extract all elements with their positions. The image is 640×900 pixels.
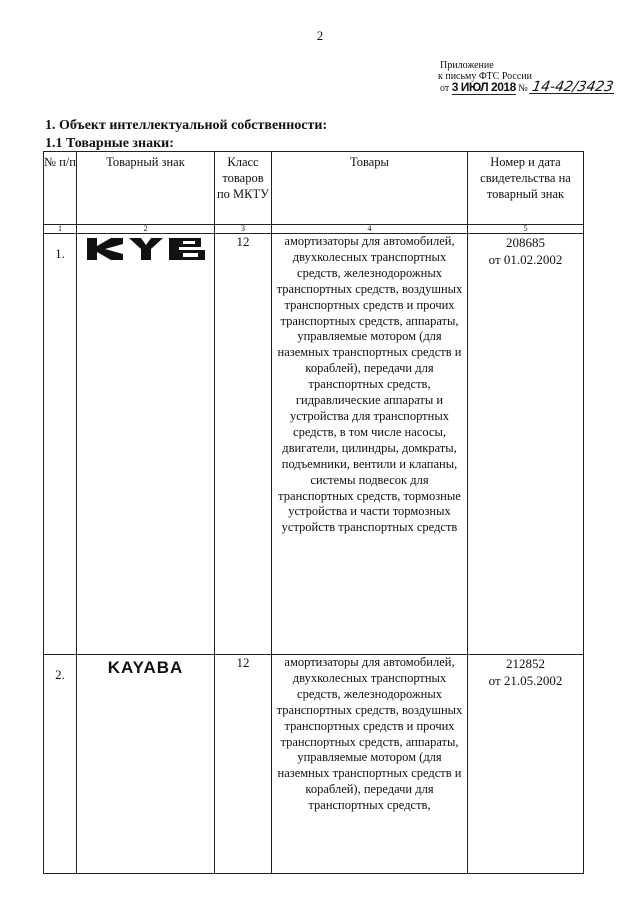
goods-cell: амортизаторы для автомобилей, двухколесных транспортных средств, железнодорожных транспортных средств, воздушных транспортных средств и прочих транспортных средств, аппараты, управляемые мотором (для наземных транспортных средств и кораблей), передачи для транспортных средств,: [272, 655, 468, 874]
certificate-number: 212852: [506, 656, 545, 671]
kayaba-wordmark: KAYABA: [107, 658, 184, 677]
appendix-date-prefix: от: [440, 83, 450, 94]
certificate-date: от 21.05.2002: [488, 673, 563, 688]
number-sign: №: [518, 83, 528, 94]
appendix-block: [440, 60, 630, 94]
column-number: 4: [272, 225, 468, 234]
handwritten-letter-number: 14-42/3423: [531, 79, 615, 95]
header-trademark: Товарный знак: [77, 152, 215, 225]
header-number: № п/п: [44, 152, 77, 225]
certificate-number: 208685: [506, 235, 545, 250]
certificate-date: от 01.02.2002: [488, 252, 563, 267]
appendix-letter-ref: к письму ФТС России: [438, 71, 532, 82]
certificate-cell: [468, 234, 584, 655]
page-number: 2: [316, 28, 324, 43]
header-goods: Товары: [272, 152, 468, 225]
trademark-cell: [77, 234, 215, 655]
column-number: 1: [44, 225, 77, 234]
stamp-date: 3 ИЮЛ 2018: [451, 80, 516, 94]
column-number: 5: [468, 225, 584, 234]
column-number: 3: [215, 225, 272, 234]
header-class: Класс товаров по МКТУ: [215, 152, 272, 225]
kyb-logo: [87, 238, 205, 260]
table-header-row: [44, 152, 584, 225]
header-certificate: Номер и дата свидетельства на товарный знак: [468, 152, 584, 225]
trademark-cell: [77, 655, 215, 874]
column-number: 2: [77, 225, 215, 234]
table-row: [44, 655, 584, 874]
subsection-title: 1.1 Товарные знаки:: [45, 136, 174, 151]
goods-cell: амортизаторы для автомобилей, двухколесных транспортных средств, железнодорожных транспортных средств, воздушных транспортных средств и прочих транспортных средств, аппараты, управляемые мотором (для наземных транспортных средств и кораблей), передачи для транспортных средств, гидравлические аппараты и устройства для транспортных средств, в том числе насосы, двигатели, цилиндры, домкраты, подъемники, вентили и клапаны, системы подвесок для транспортных средств, тормозные устройства и части тормозных устройств транспортных средств: [272, 234, 468, 655]
appendix-label: Приложение: [440, 60, 494, 71]
class-cell: 12: [215, 655, 272, 874]
table-row: [44, 234, 584, 655]
class-cell: 12: [215, 234, 272, 655]
row-number: 2.: [44, 655, 77, 874]
trademark-table: [43, 151, 584, 874]
section-title: 1. Объект интеллектуальной собственности:: [45, 118, 328, 133]
appendix-date-number-line: [440, 79, 630, 95]
certificate-cell: [468, 655, 584, 874]
column-number-row: [44, 225, 584, 234]
row-number: 1.: [44, 234, 77, 655]
